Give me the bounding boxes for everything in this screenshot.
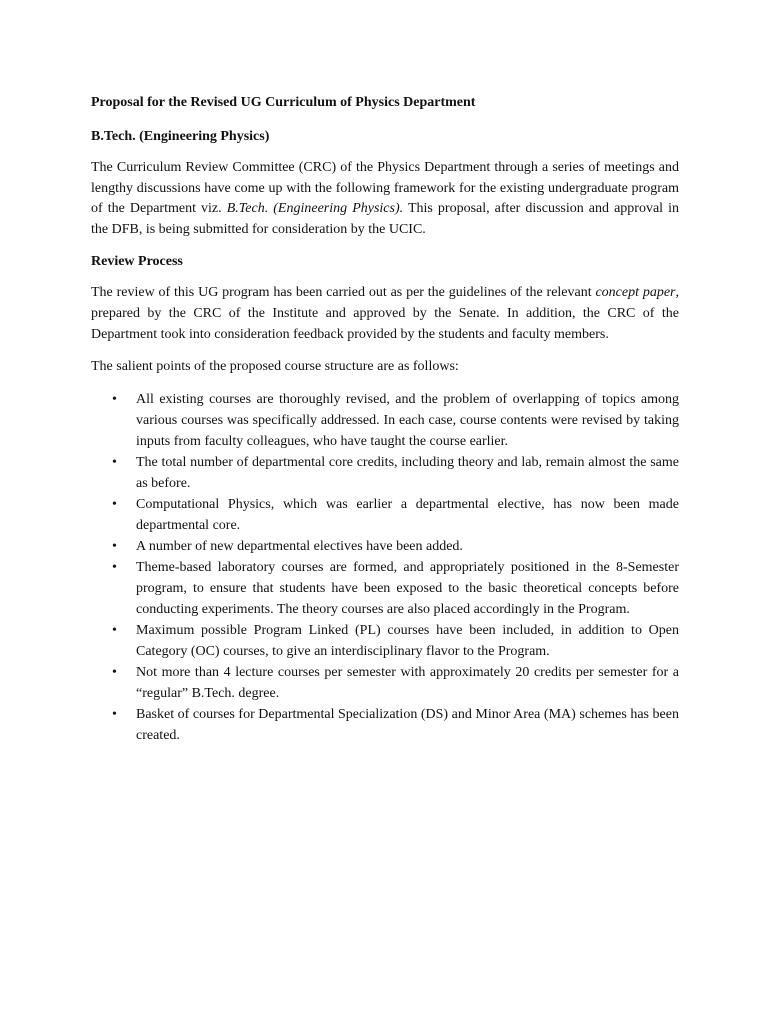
list-item-text: A number of new departmental electives have been added. [136,538,463,554]
review-paragraph [91,283,679,345]
bullet-icon: • [112,559,117,575]
list-item-text: All existing courses are thoroughly revised, and the problem of overlapping of topics among various courses was specifically addressed. In each case, course contents were revised by taking inputs from faculty colleagues, who have taught the course earlier. [136,391,679,449]
bullet-icon: • [112,664,117,680]
list-item [91,704,679,746]
review-text-end: , prepared by the CRC of the Institute and approved by the Senate. In addition, the CRC of the Department took into consideration feedback provided by the students and faculty members. [91,285,679,342]
list-item [91,452,679,494]
intro-paragraph [91,158,679,240]
document-page [91,92,679,746]
degree-heading: B.Tech. (Engineering Physics) [91,129,270,144]
bullet-icon: • [112,538,117,554]
intro-program-name: B.Tech. (Engineering Physics). [226,201,404,217]
list-item-text: Basket of courses for Departmental Specialization (DS) and Minor Area (MA) schemes has been created. [136,706,679,743]
bullet-icon: • [112,706,117,722]
list-item [91,536,679,557]
review-process-heading: Review Process [91,254,183,270]
bullet-icon: • [112,454,117,470]
list-item-text: Maximum possible Program Linked (PL) courses have been included, in addition to Open Category (OC) courses, to give an interdisciplinary flavor to the Program. [136,622,679,659]
intro-text-end: This proposal, after discussion and approval in the DFB, is being submitted for consideration by the UCIC. [91,201,680,237]
document-title: Proposal for the Revised UG Curriculum of Physics Department [91,95,476,110]
list-item [91,494,679,536]
bullet-icon: • [112,622,117,638]
bullet-icon: • [112,391,117,407]
list-item [91,389,679,452]
review-concept-paper: concept paper [595,285,676,301]
list-item-text: Theme-based laboratory courses are formed, and appropriately positioned in the 8-Semester program, to ensure that students have been exposed to the basic theoretical concepts before conducting experiments. The theory courses are also placed accordingly in the Program. [136,559,679,617]
list-item [91,620,679,662]
list-item [91,557,679,620]
salient-points-list [91,389,679,746]
review-text-start: The review of this UG program has been carried out as per the guidelines of the relevant [91,285,596,301]
list-item-text: The total number of departmental core credits, including theory and lab, remain almost the same as before. [136,454,679,491]
list-item [91,662,679,704]
list-item-text: Computational Physics, which was earlier a departmental elective, has now been made departmental core. [136,496,679,533]
list-item-text: Not more than 4 lecture courses per semester with approximately 20 credits per semester for a “regular” B.Tech. degree. [136,664,679,701]
salient-points-intro: The salient points of the proposed course structure are as follows: [91,359,459,375]
bullet-icon: • [112,496,117,512]
intro-text-start: The Curriculum Review Committee (CRC) of the Physics Department through a series of meetings and lengthy discussions have come up with the following framework for the existing undergraduate program of the Department viz. [91,160,679,217]
